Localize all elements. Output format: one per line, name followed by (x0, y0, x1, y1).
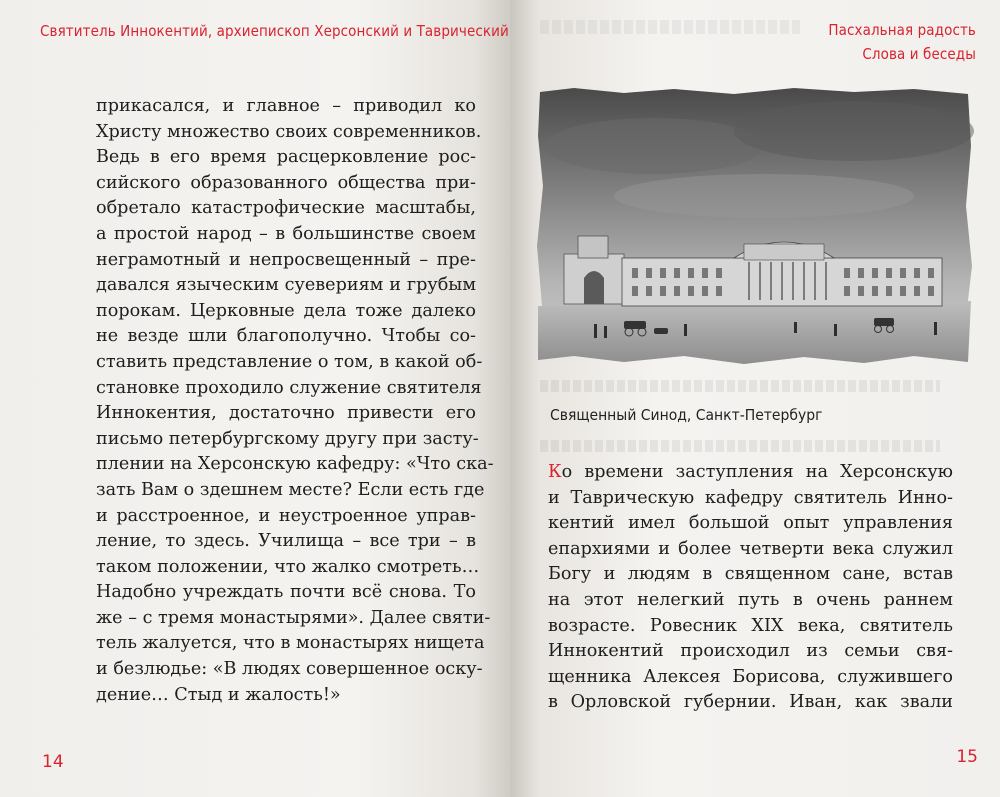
text-line: дение… Стыд и жалость!» (96, 684, 341, 705)
text-line: же – с тремя монастырями». Далее святи- (96, 607, 491, 628)
text-line: Ведь в его время расцерковление рос- (96, 147, 476, 168)
left-body-text (96, 94, 494, 708)
cloud (544, 118, 764, 174)
text-line: сийского образованного общества при- (96, 172, 476, 193)
text-line: таком положении, что жалко смотреть… (96, 556, 480, 577)
text-line: прикасался, и главное – приводил ко (96, 96, 476, 116)
text-line: и Таврическую кафедру святитель Инно- (548, 487, 953, 508)
text-line-first (548, 460, 953, 486)
bleed-through-text (540, 440, 940, 452)
text-line: порокам. Церковные дела тоже далеко (96, 300, 476, 321)
text-line: обретало катастрофические масштабы, (96, 198, 476, 219)
text-line: Христу множество своих современников. (96, 121, 482, 142)
text-line: и безлюдье: «В людях совершенное оску- (96, 659, 483, 680)
text-line: становке проходило служение святителя (96, 377, 482, 398)
text-line: не везде шли благополучно. Чтобы со- (96, 326, 476, 347)
text-line: в Орловской губернии. Иван, как звали (548, 692, 953, 713)
bleed-through-text (540, 20, 800, 34)
text-line: на этот нелегкий путь в очень раннем (548, 589, 953, 610)
cloud (734, 101, 974, 161)
text-line: Иннокентий происходил из семьи свя- (548, 641, 953, 662)
right-page (510, 0, 1000, 797)
text-line: Надобно учреждать почти всё снова. То (96, 582, 476, 603)
synod-building-engraving (534, 86, 974, 368)
text-line: ление, то здесь. Училища – все три – в (96, 531, 476, 552)
text-line: давался языческим суевериям и грубым (96, 275, 476, 296)
cloud (614, 174, 914, 218)
right-body-text (548, 460, 953, 716)
right-page-number: 15 (956, 747, 978, 767)
left-page-number: 14 (42, 752, 64, 772)
text-line: зать Вам о здешнем месте? Если есть где (96, 479, 485, 500)
right-running-head-subtitle: Слова и беседы (862, 45, 976, 63)
bleed-through-text (540, 380, 940, 392)
text-line: письмо петербургскому другу при засту- (96, 428, 479, 449)
drop-cap: К (548, 462, 562, 482)
text-line: щенника Алексея Борисова, служившего (548, 666, 953, 687)
text-line: кентий имел большой опыт управления (548, 513, 953, 534)
left-running-head: Святитель Иннокентий, архиепископ Херсонский и Таврический (40, 22, 509, 40)
text-line: неграмотный и непросвещенный – пре- (96, 249, 476, 270)
text-line: Богу и людям в священном сане, встав (548, 564, 953, 585)
text-line: и расстроенное, и неустроенное управ- (96, 505, 476, 526)
text-line: тель жалуется, что в монастырях нищета (96, 633, 485, 654)
right-running-head-title: Пасхальная радость (828, 21, 976, 39)
text-line: плении на Херсонскую кафедру: «Что ска- (96, 454, 494, 475)
square-ground (538, 301, 971, 364)
text-line: епархиями и более четверти века служил (548, 538, 953, 559)
text-line: возрасте. Ровесник XIX века, святитель (548, 615, 953, 636)
text-line: а простой народ – в большинстве своем (96, 223, 476, 244)
first-line-rest: о времени заступления на Херсонскую (561, 462, 953, 482)
text-line: Иннокентия, достаточно привести его (96, 403, 476, 424)
text-line: ставить представление о том, в какой об- (96, 351, 483, 372)
illustration-caption: Священный Синод, Санкт-Петербург (550, 406, 823, 424)
